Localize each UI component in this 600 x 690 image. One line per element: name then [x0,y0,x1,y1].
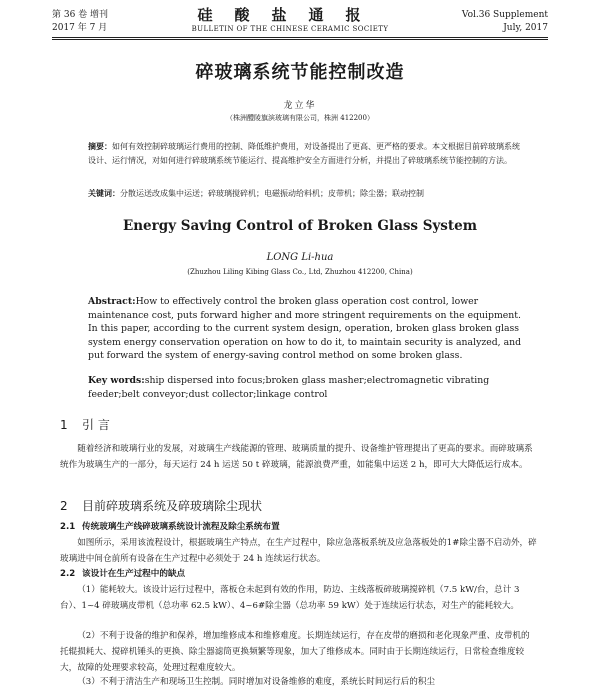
abstract-cn-label: 摘要： [88,141,112,151]
abstract-cn-text: 如何有效控制碎玻璃运行费用的控制、降低维护费用，对设备提出了更高、更严格的要求。本文根据目前碎玻璃系统设计、运行情况，对如何进行碎玻璃系统节能运行、提高维护安全方面进行分析，并提出了碎玻璃系统节能控制的方法。 [88,142,520,165]
date-cn: 2017 年 7 月 [52,23,108,33]
header-rule [52,37,548,38]
journal-name [140,7,440,34]
author-cn: 龙立华 [283,101,317,111]
article-title-cn: 碎玻璃系统节能控制改造 [195,62,405,83]
subsection-2-2-paragraph-2: （2）不利于设备的维护和保养，增加维修成本和维修难度。长期连续运行，存在皮带的磨损和老化现象严重、皮带机的托辊损耗大、搅碎机锤头的更换、除尘器滤筒更换频繁等现象，加大了维修成本。同时由于长期连续运行，日常检查维度较大，故障的处理要求较高，处理过程难度较大。 [60,631,530,673]
running-header-right [462,9,548,35]
journal-name-cn: 硅酸盐通报 [197,6,383,24]
abstract-cn [88,140,522,167]
article-title-en: Energy Saving Control of Broken Glass System [122,218,478,234]
volume-cn: 第 36 卷 增刊 [52,10,109,20]
section-1-title: 引 言 [82,418,110,432]
keywords-cn [88,187,522,200]
section-1-number: 1 [60,418,68,432]
section-1-paragraph: 随着经济和玻璃行业的发展，对玻璃生产线能源的管理、玻璃质量的提升、设备维护管理提出了更高的要求。而碎玻璃系统作为玻璃生产的一部分，每天运行 24 h 运送 50 t 碎玻璃，能源浪费严重，如能集中运送 2 h，即可大大降低运行成本。 [60,444,533,470]
section-2-number: 2 [60,499,68,513]
affiliation-cn: （株洲醴陵旗滨玻璃有限公司，株洲 412200） [226,114,374,122]
keywords-cn-label: 关键词： [88,188,120,198]
subsection-2-1-title: 传统玻璃生产线碎玻璃系统设计流程及除尘系统布置 [82,522,280,532]
keywords-cn-text: 分散运送改成集中运送；碎玻璃搅碎机；电磁振动给料机；皮带机；除尘器；联动控制 [120,189,424,198]
subsection-2-2-title: 该设计在生产过程中的缺点 [82,569,186,579]
subsection-2-2-heading [60,567,185,581]
author-en: LONG Li-hua [266,252,334,263]
volume-en: Vol.36 Supplement [461,10,548,20]
section-2-title: 目前碎玻璃系统及碎玻璃除尘现状 [82,499,263,513]
running-header-left [52,9,108,35]
subsection-2-1-heading [60,520,280,534]
keywords-en [88,374,528,401]
section-2-heading [60,498,262,514]
section-1-heading [60,417,110,433]
subsection-2-1-paragraph: 如图所示，采用该流程设计，根据玻璃生产特点，在生产过程中，除应急落板系统及应急落板处的1#除尘器不启动外，碎玻璃进中间仓前所有设备在生产过程中必须处于 24 h 连续运行状态。 [60,538,537,564]
affiliation-en: (Zhuzhou Liling Kibing Glass Co., Ltd, Zhuzhou 412200, China) [187,268,413,276]
subsection-2-2-paragraph-1: （1）能耗较大。该设计运行过程中，落板仓未起到有效的作用，防边、主线落板碎玻璃搅碎机（7.5 kW/台，总计 3 台）、1~4 碎玻璃皮带机（总功率 62.5 kW）、4~6#除尘器（总功率 59 kW）处于连续运行状态，对生产的能耗较大。 [60,585,520,611]
keywords-en-text: ship dispersed into focus;broken glass masher;electromagnetic vibrating feeder;belt conveyor;dust collector;linkage control [88,375,490,400]
header-rule-thin [52,39,548,40]
journal-name-en: BULLETIN OF THE CHINESE CERAMIC SOCIETY [191,25,389,33]
subsection-2-2-number: 2.2 [60,569,76,579]
keywords-en-label: Key words: [88,375,145,386]
subsection-2-1-number: 2.1 [60,522,76,532]
abstract-en-text: How to effectively control the broken glass operation cost control, lower maintenance cost, puts forward higher and more stringent requirements on the equipment. In this paper, according to the current system design, operation, broken glass broken glass system energy conservation operation on how to do it, to maintain security is analyzed, and put forward the system of energy-saving control method on some broken glass. [88,296,522,362]
abstract-en [88,295,528,363]
abstract-en-label: Abstract: [88,296,136,307]
date-en: July, 2017 [503,23,548,33]
subsection-2-2-paragraph-3: （3）不利于清洁生产和现场卫生控制。同时增加对设备维修的难度，系统长时间运行后的积尘 [77,677,436,687]
